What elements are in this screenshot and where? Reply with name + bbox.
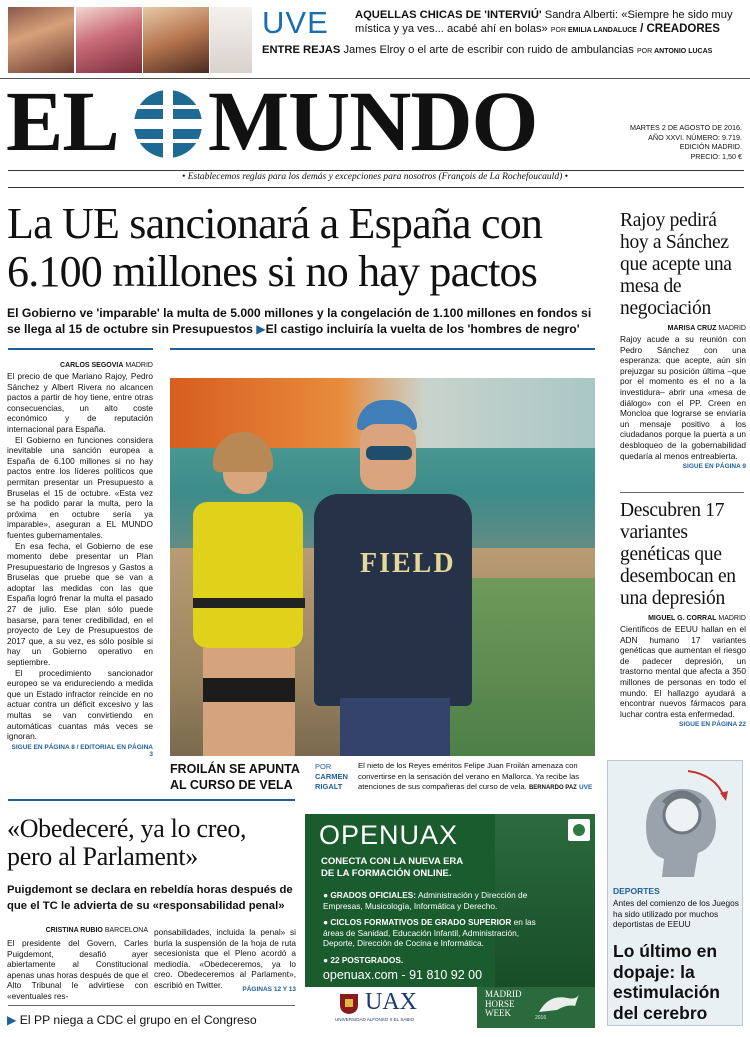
corner-icon	[568, 819, 590, 841]
motto: • Establecemos reglas para los demás y excepciones para nosotros (François de La Rochefoucauld) •	[182, 172, 568, 182]
side1-follow-link[interactable]: SIGUE EN PÁGINA 9	[682, 463, 746, 471]
side2-follow-link[interactable]: SIGUE EN PÁGINA 22	[679, 721, 746, 729]
sports-box: DEPORTES Antes del comienzo de los Juegos ha sido utilizado por muchos deportistas de EEUU Lo último en dopaje: la estimulación del cerebro	[607, 760, 743, 1026]
side-story-2: Descubren 17 variantes genéticas que desembocan en una depresión MIGUEL G. CORRAL MADRID Científicos de EEUU hallan en el ADN humano 17 variantes genéticas que aumentan el riesgo de padecer depresión, un trastorno mental que afecta a 350 millones de personas en todo el mundo. El hallazgo ayudará a encontrar nuevos fármacos para luchar contra esta enfermedad. SIGUE EN PÁGINA 22	[620, 500, 746, 729]
openuax-logo: OPENUAX	[319, 820, 459, 850]
bottom-teaser[interactable]: ▶ El PP niega a CDC el grupo en el Congreso	[7, 1013, 257, 1027]
masthead	[0, 73, 750, 170]
madrid-horse-week-logo: MADRID HORSE WEEK 2016	[477, 987, 595, 1028]
sports-headline: Lo último en dopaje: la estimulación del cerebro	[613, 941, 720, 1023]
uax-logo: UAX	[365, 989, 417, 1015]
horse-icon	[537, 992, 581, 1014]
lead-headline: La UE sancionará a España con 6.100 millones si no hay pactos	[7, 199, 543, 296]
second-headline: «Obedeceré, ya lo creo, pero al Parlament»	[7, 814, 247, 871]
side2-headline: Descubren 17 variantes genéticas que desembocan en una depresión	[620, 500, 736, 609]
teaser-1-text: Sandra Alberti: «Siempre he sido muy mística y ya ves... acabé ahí en bolas»	[355, 9, 733, 35]
shirt-text: FIELD	[360, 548, 456, 579]
girl-figure	[175, 438, 315, 756]
lead-subhead: El Gobierno ve 'imparable' la multa de 5.000 millones y la congelación de 1.100 millones en fondos si se llega al 15 de octubre sin Presupuestos ▶El castigo incluiría la vuelta de los 'hombres de negro'	[7, 306, 592, 336]
globe-icon	[132, 88, 204, 160]
top-teasers	[0, 0, 750, 78]
lead-follow-link[interactable]: SIGUE EN PÁGINA 8 / EDITORIAL EN PÁGINA 3	[11, 743, 153, 758]
second-follow-link[interactable]: PÁGINAS 12 Y 13	[242, 986, 296, 993]
second-subhead: Puigdemont se declara en rebeldía horas después de que el TC le advierta de su «responsabilidad penal»	[7, 884, 293, 912]
ad-item-postgrados: ● 22 POSTGRADOS.	[323, 954, 404, 965]
ad-item-grados: ● GRADOS OFICIALES: Administración y Dirección de Empresas, Musicología, Informática y Derecho.	[323, 890, 528, 911]
brain-stimulation-icon	[616, 767, 736, 882]
magazine-cover-2	[76, 7, 142, 73]
section-creadores: CREADORES	[646, 23, 720, 35]
uve-cover-figure	[210, 7, 252, 73]
issue-info: MARTES 2 DE AGOSTO DE 2016. AÑO XXVI. NÚMERO: 9.719. EDICIÓN MADRID. PRECIO: 1,50 €	[630, 123, 742, 161]
side1-headline: Rajoy pedirá hoy a Sánchez que acepte una mesa de negociación	[620, 210, 732, 319]
ad-item-ciclos: ● CICLOS FORMATIVOS DE GRADO SUPERIOR en las áreas de Sanidad, Educación Infantil, Administración, Deporte, Dirección de Cocina e Informática.	[323, 917, 536, 948]
uax-shield-icon	[339, 993, 359, 1015]
lead-column: CARLOS SEGOVIA MADRID El precio de que Mariano Rajoy, Pedro Sánchez y Albert Rivera no alcancen pactos a partir de hoy tiene, entre otras consecuencias, un alto coste económico y de reputación internacional para España. El Gobierno en funciones considera inevitable una sanción europea a España de 6.100 millones si no hay pactos entre los líderes políticos que permitan presentar un Presupuesto a Bruselas el 15 de octubre. «Esta vez se ha podido parar la multa, pero la próxima en octubre sería ya imparable», aseguran a EL MUNDO fuentes gubernamentales. En esa fecha, el Gobierno de ese momento debe presentar un Plan Presupuestario de Ingresos y Gastos a Bruselas que pruebe que se van a adoptar las medidas con las que España logró frenar la multa el pasado 27 de julio. Ese plan sólo puede basarse, para tener credibilidad, en el proyecto de Ley de Presupuestos de 2017 que, a su vez, es sólo posible si hay un Gobierno operativo en septiembre. El procedimiento sancionador europeo se va endureciendo a medida que un Estado infractor reincide en no actuar contra un déficit excesivo y las multas se van convirtiendo en automáticas cuantas más veces se ignoran. SIGUE EN PÁGINA 8 / EDITORIAL EN PÁGINA 3	[7, 362, 153, 758]
photo-caption: El nieto de los Reyes eméritos Felipe Juan Froilán amenaza con convertirse en la sensación del verano en Mallorca. Ya recibe las atenciones de sus compañeras del curso de vela. BERNARDO PAZ UVE	[358, 761, 593, 792]
teaser-2: ENTRE REJAS James Elroy o el arte de escribir con ruido de ambulancias POR ANTONIO LUCAS	[262, 44, 713, 56]
ad-contact[interactable]: openuax.com - 91 810 92 00	[322, 968, 483, 982]
teaser-1: AQUELLAS CHICAS DE 'INTERVIÚ' Sandra Alberti: «Siempre he sido muy mística y ya ves... acabé ahí en bolas» POR EMILIA LANDALUCE / CREADORES	[355, 9, 733, 35]
side-story-1: Rajoy pedirá hoy a Sánchez que acepte una mesa de negociación MARISA CRUZ MADRID Rajoy acude a su reunión con Pedro Sánchez con una esperanza: que acepte, aún sin prejuzgar su posición última –que por el momento es el no a la investidura– abrir una «mesa de diálogo» con el PP. Creen en Moncloa que lograrse se enviaría un mensaje positivo a los ciudadanos porque la puerta a un desbloqueo de la gobernabilidad quedaría al menos entreabierta. SIGUE EN PÁGINA 9	[620, 210, 746, 471]
boy-figure	[310, 398, 480, 756]
news-photo	[170, 378, 595, 756]
uve-logo: UVE	[262, 5, 329, 40]
magazine-cover-1	[8, 7, 74, 73]
photo-caption-title: FROILÁN SE APUNTA AL CURSO DE VELA	[170, 762, 300, 792]
lead-byline: CARLOS SEGOVIA MADRID	[60, 362, 153, 369]
photo-credit: POR CARMEN RIGALT	[315, 762, 348, 791]
teaser-1-kicker: AQUELLAS CHICAS DE 'INTERVIÚ'	[355, 9, 542, 21]
sports-section-label: DEPORTES	[613, 886, 660, 896]
logo-mundo: MUNDO	[208, 73, 538, 169]
logo-el: EL	[6, 73, 119, 169]
openuax-ad[interactable]: OPENUAX CONECTA CON LA NUEVA ERA DE LA FORMACIÓN ONLINE. ● GRADOS OFICIALES: Administración y Dirección de Empresas, Musicología, Informática y Derecho. ● CICLOS FORMATIVOS DE GRADO SUPERIOR en las áreas de Sanidad, Educación Infantil, Administración, Deporte, Dirección de Cocina e Informática. ● 22 POSTGRADOS. openuax.com - 91 810 92 00 UAX UNIVERSIDAD ALFONSO X EL SABIO MADRID HORSE WEEK 2016	[305, 814, 595, 1028]
magazine-cover-3	[143, 7, 209, 73]
